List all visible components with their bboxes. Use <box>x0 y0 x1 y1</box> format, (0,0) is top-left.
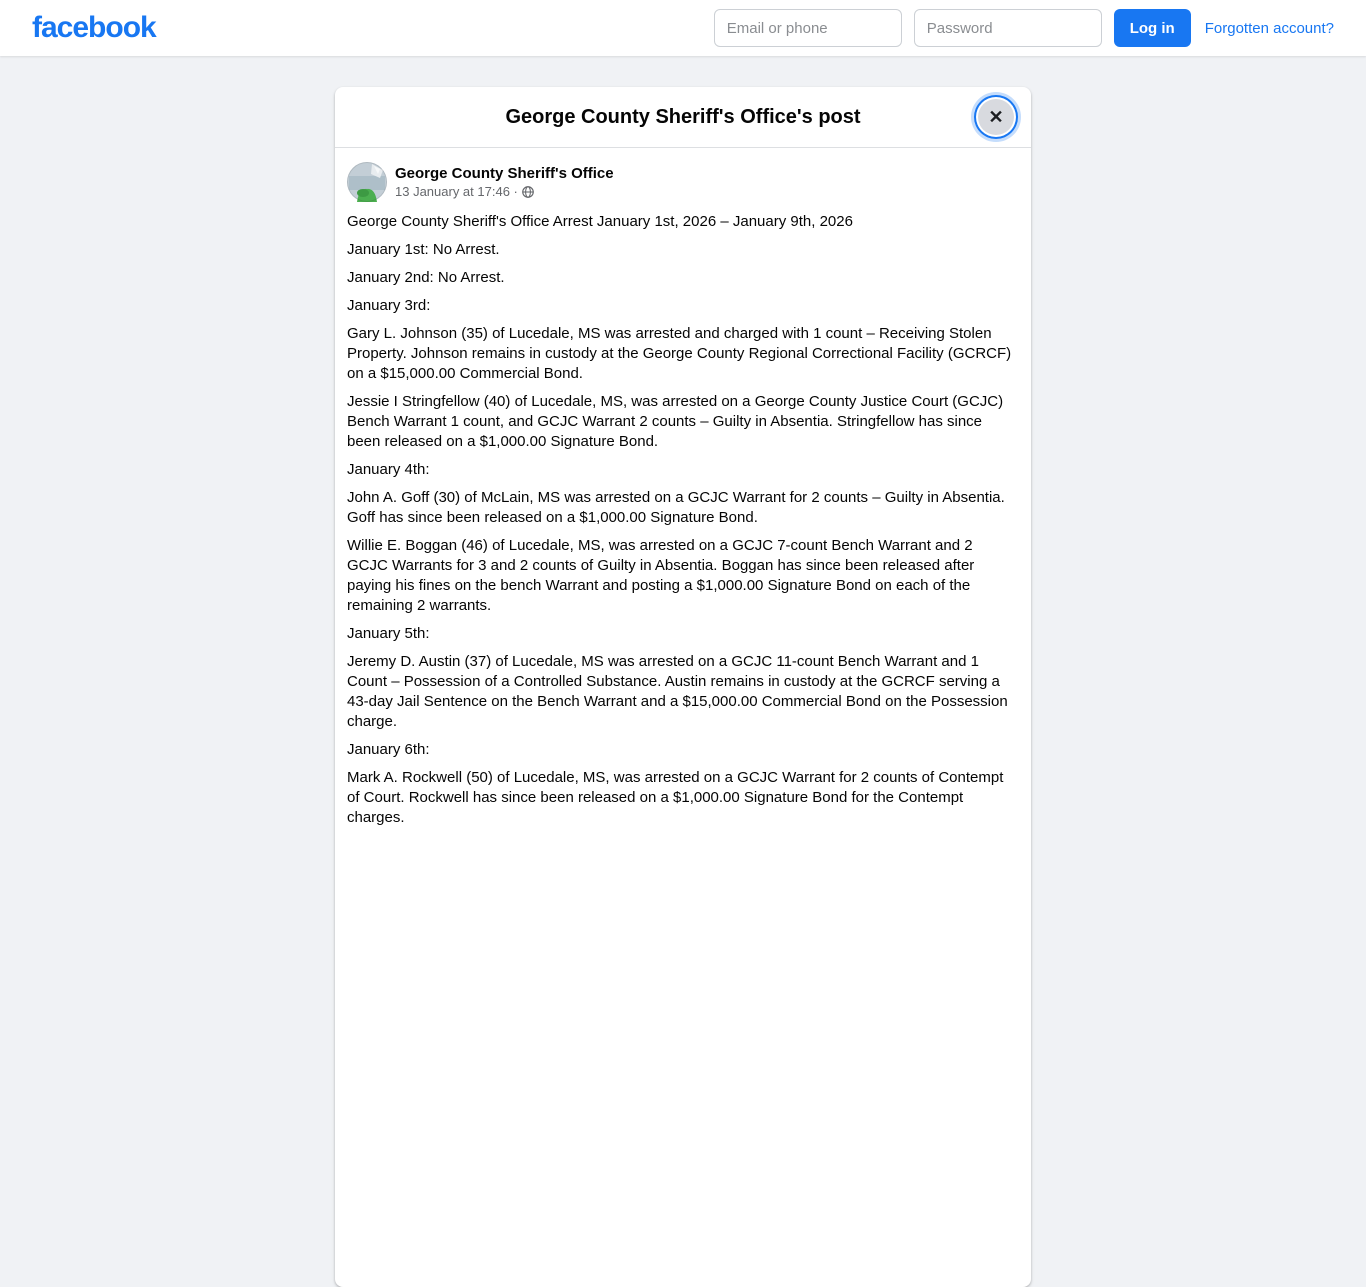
post-timestamp[interactable] <box>395 183 614 200</box>
facebook-logo[interactable]: facebook <box>32 11 156 44</box>
timestamp-text: 13 January at 17:46 · <box>395 184 518 199</box>
post-dialog <box>335 87 1031 1287</box>
forgotten-account-link[interactable]: Forgotten account? <box>1204 19 1334 37</box>
post-author-row <box>335 148 1031 212</box>
avatar[interactable] <box>347 162 387 202</box>
post-paragraph: January 4th: <box>347 461 430 478</box>
post-paragraph: George County Sheriff's Office Arrest January 1st, 2026 – January 9th, 2026 <box>347 213 853 230</box>
post-paragraph: Gary L. Johnson (35) of Lucedale, MS was arrested and charged with 1 count – Receiving Stolen Property. Johnson remains in custody at the George County Regional Correctional Facility (GCRCF) on a $15,000.00 Commercial Bond. <box>347 325 1012 382</box>
post-paragraph: January 5th: <box>347 625 430 642</box>
post-paragraph: Jeremy D. Austin (37) of Lucedale, MS was arrested on a GCJC 11-count Bench Warrant and 1 Count – Possession of a Controlled Substance. Austin remains in custody at the GCRCF serving a 43-day Jail Sentence on the Bench Warrant and a $15,000.00 Commercial Bond on the Possession charge. <box>347 653 1008 730</box>
post-paragraph: Mark A. Rockwell (50) of Lucedale, MS, was arrested on a GCJC Warrant for 2 counts of Contempt of Court. Rockwell has since been released on a $1,000.00 Signature Bond for the Contempt charges. <box>347 769 1004 826</box>
post-paragraph: Willie E. Boggan (46) of Lucedale, MS, was arrested on a GCJC 7-count Bench Warrant and 2 GCJC Warrants for 3 and 2 counts of Guilty in Absentia. Boggan has since been released after paying his fines on the bench Warrant and posting a $1,000.00 Signature Bond on each of the remaining 2 warrants. <box>347 537 975 614</box>
globe-icon <box>522 186 534 198</box>
password-field[interactable] <box>914 9 1102 47</box>
post-content <box>335 212 1031 852</box>
post-dialog-title: George County Sheriff's Office's post <box>505 105 861 128</box>
page-content <box>0 87 1366 1287</box>
author-meta <box>395 164 614 200</box>
post-paragraph: January 2nd: No Arrest. <box>347 269 505 286</box>
post-paragraph: January 6th: <box>347 741 430 758</box>
post-paragraph: Jessie I Stringfellow (40) of Lucedale, MS, was arrested on a George County Justice Court (GCJC) Bench Warrant 1 count, and GCJC Warrant 2 counts – Guilty in Absentia. Stringfellow has since been released on a $1,000.00 Signature Bond. <box>347 393 1004 450</box>
sheriff-office-avatar-image <box>347 162 387 202</box>
post-dialog-header <box>335 87 1031 148</box>
email-field[interactable] <box>714 9 902 47</box>
post-paragraph: January 3rd: <box>347 297 431 314</box>
login-form <box>714 9 1334 47</box>
post-paragraph: John A. Goff (30) of McLain, MS was arrested on a GCJC Warrant for 2 counts – Guilty in Absentia. Goff has since been released on a $1,000.00 Signature Bond. <box>347 489 1005 526</box>
post-paragraph: January 1st: No Arrest. <box>347 241 500 258</box>
login-button[interactable]: Log in <box>1114 9 1191 47</box>
top-navigation-bar <box>0 0 1366 56</box>
author-name-link[interactable]: George County Sheriff's Office <box>395 165 614 182</box>
close-icon[interactable]: ✕ <box>978 99 1014 135</box>
